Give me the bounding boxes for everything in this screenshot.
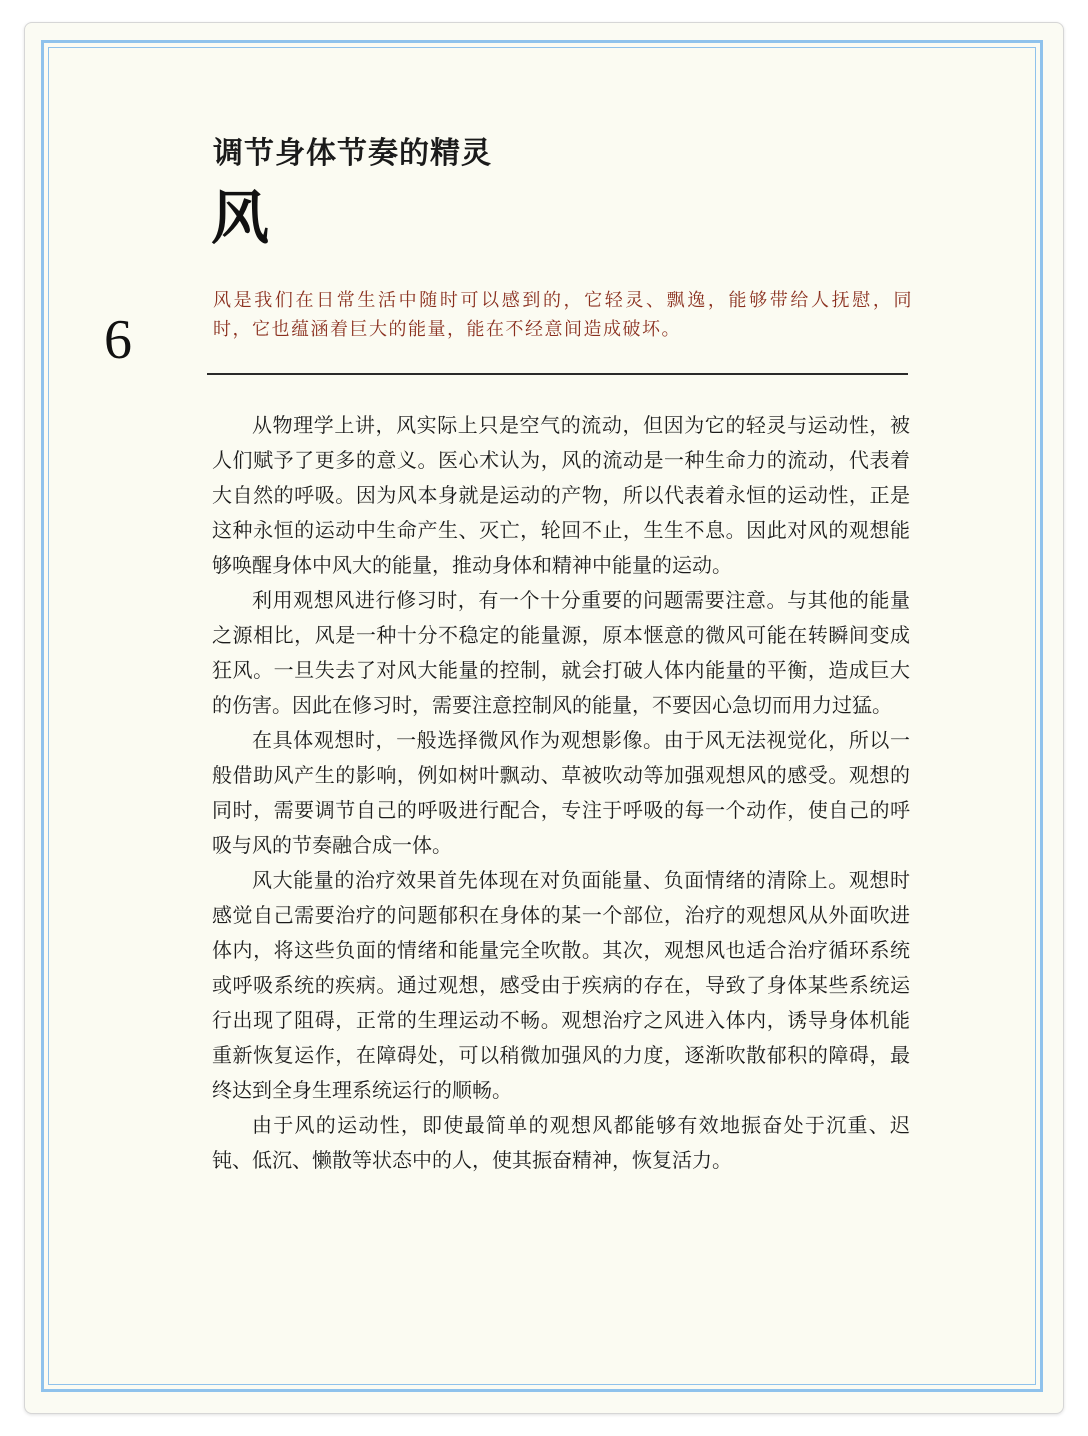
section-divider [207, 373, 908, 375]
paragraph-2: 利用观想风进行修习时，有一个十分重要的问题需要注意。与其他的能量之源相比，风是一种十分不稳定的能量源，原本惬意的微风可能在转瞬间变成狂风。一旦失去了对风大能量的控制，就会打破人体内能量的平衡，造成巨大的伤害。因此在修习时，需要注意控制风的能量，不要因心急切而用力过猛。 [212, 588, 910, 717]
chapter-subtitle: 调节身体节奏的精灵 [213, 136, 492, 171]
chapter-number: 6 [104, 309, 132, 371]
body-text [212, 408, 910, 1178]
paragraph-5: 由于风的运动性，即使最简单的观想风都能够有效地振奋处于沉重、迟钝、低沉、懒散等状态中的人，使其振奋精神，恢复活力。 [212, 1113, 910, 1172]
paragraph-3: 在具体观想时，一般选择微风作为观想影像。由于风无法视觉化，所以一般借助风产生的影响，例如树叶飘动、草被吹动等加强观想风的感受。观想的同时，需要调节自己的呼吸进行配合，专注于呼吸的每一个动作，使自己的呼吸与风的节奏融合成一体。 [212, 728, 910, 857]
chapter-title: 风 [211, 184, 270, 252]
paragraph-1: 从物理学上讲，风实际上只是空气的流动，但因为它的轻灵与运动性，被人们赋予了更多的意义。医心术认为，风的流动是一种生命力的流动，代表着大自然的呼吸。因为风本身就是运动的产物，所以代表着永恒的运动性，正是这种永恒的运动中生命产生、灭亡，轮回不止，生生不息。因此对风的观想能够唤醒身体中风大的能量，推动身体和精神中能量的运动。 [212, 413, 910, 577]
paragraph-4: 风大能量的治疗效果首先体现在对负面能量、负面情绪的清除上。观想时感觉自己需要治疗的问题郁积在身体的某一个部位，治疗的观想风从外面吹进体内，将这些负面的情绪和能量完全吹散。其次，观想风也适合治疗循环系统或呼吸系统的疾病。通过观想，感受由于疾病的存在，导致了身体某些系统运行出现了阻碍，正常的生理运动不畅。观想治疗之风进入体内，诱导身体机能重新恢复运作，在障碍处，可以稍微加强风的力度，逐渐吹散郁积的障碍，最终达到全身生理系统运行的顺畅。 [212, 868, 910, 1102]
chapter-intro: 风是我们在日常生活中随时可以感到的，它轻灵、飘逸，能够带给人抚慰，同时，它也蕴涵着巨大的能量，能在不经意间造成破坏。 [213, 290, 913, 340]
